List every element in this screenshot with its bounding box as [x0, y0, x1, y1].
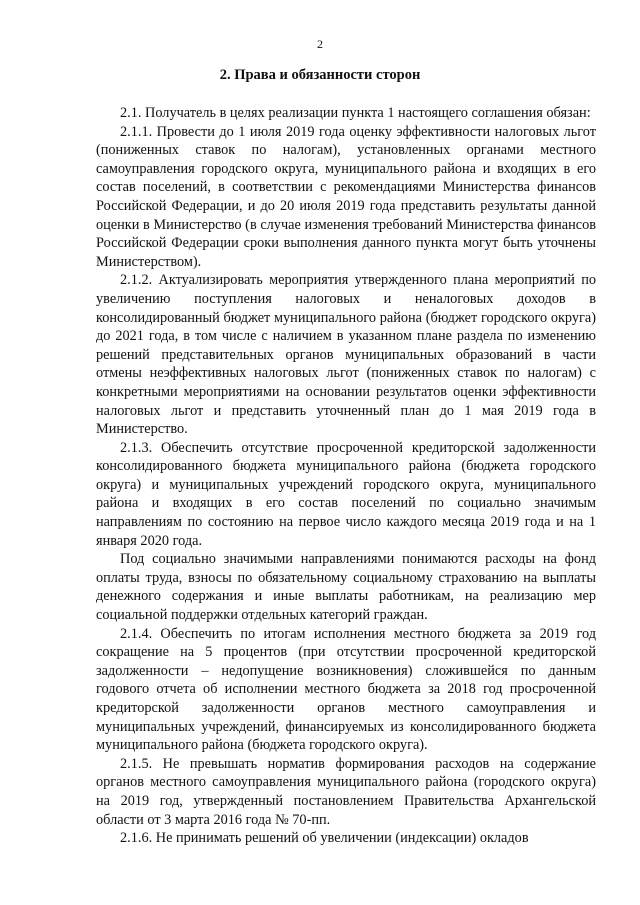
paragraph-2-1-4: 2.1.4. Обеспечить по итогам исполнения местного бюджета за 2019 год сокращение на 5 процентов (при отсутствии просроченной кредиторской задолженности – недопущение возникновения) сложившейся по данным годового отчета об исполнении местного бюджета за 2018 год просроченной кредиторской задолженности органов местного самоуправления и муниципальных учреждений, финансируемых из консолидированного бюджета муниципального района (бюджета городского округа).	[96, 625, 596, 754]
paragraph-2-1-5: 2.1.5. Не превышать норматив формирования расходов на содержание органов местного самоуправления муниципального района (городского округа) на 2019 год, утвержденный постановлением Правительства Архангельской области от 3 марта 2016 года № 70-пп.	[96, 755, 596, 828]
paragraph-2-1-3: 2.1.3. Обеспечить отсутствие просроченной кредиторской задолженности консолидированного бюджета муниципального района (бюджета городского округа) и муниципальных учреждений городского округа, муниципального района и входящих в его состав поселений по социально значимым направлениям по состоянию на первое число каждого месяца 2019 года и на 1 января 2020 года.	[96, 439, 596, 549]
document-body	[96, 104, 596, 848]
paragraph-2-1: 2.1. Получатель в целях реализации пункта 1 настоящего соглашения обязан:	[120, 105, 591, 121]
paragraph-2-1-2: 2.1.2. Актуализировать мероприятия утвержденного плана мероприятий по увеличению поступления налоговых и неналоговых доходов в консолидированный бюджет муниципального района (бюджет городского округа) до 2021 года, в том числе с наличием в указанном плане раздела по изменению решений представительных органов муниципальных образований в части отмены неэффективных налоговых льгот (пониженных ставок по налогам) с конкретными мероприятиями на основании результатов оценки эффективности налоговых льгот и представить уточненный план до 1 мая 2019 года в Министерство.	[96, 272, 596, 438]
section-title: 2. Права и обязанности сторон	[219, 67, 421, 83]
paragraph-2-1-6: 2.1.6. Не принимать решений об увеличении (индексации) окладов	[120, 830, 529, 847]
paragraph-2-1-1: 2.1.1. Провести до 1 июля 2019 года оценку эффективности налоговых льгот (пониженных ставок по налогам), установленных органами местного самоуправления городского округа, муниципального района и входящих в его состав поселений, в соответствии с рекомендациями Министерства финансов Российской Федерации, и до 20 июля 2019 года представить результаты данной оценки в Министерство (в случае изменения требований Министерства финансов Российской Федерации сроки выполнения данного пункта могут быть уточнены Министерством).	[96, 123, 596, 270]
page-number: 2	[317, 37, 323, 51]
paragraph-social-directions: Под социально значимыми направлениями понимаются расходы на фонд оплаты труда, взносы по обязательному социальному страхованию на выплаты денежного содержания и иные выплаты работникам, на реализацию мер социальной поддержки отдельных категорий граждан.	[96, 551, 596, 624]
